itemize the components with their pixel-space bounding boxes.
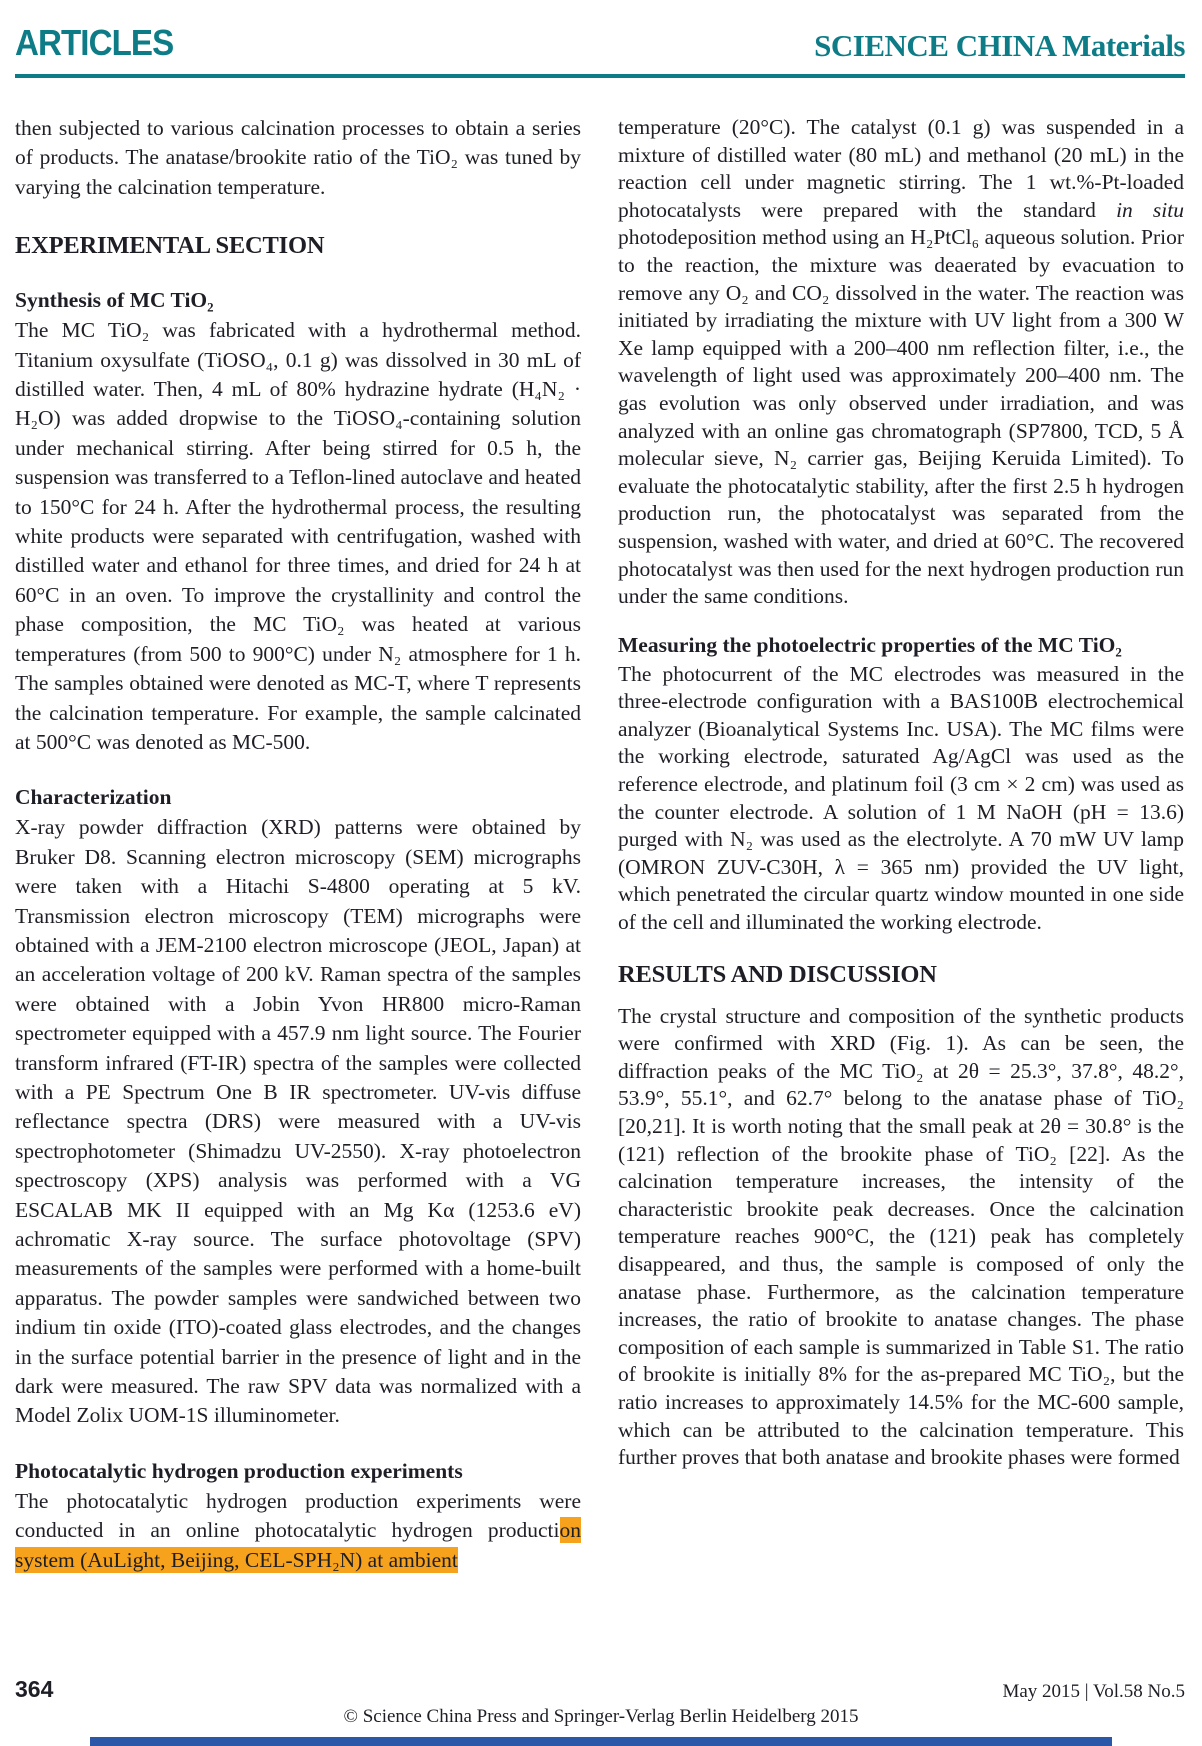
left-column [15,114,581,1575]
measuring-subheading: Measuring the photoelectric properties of the MC TiO₂ [618,632,1122,657]
experimental-section-heading: EXPERIMENTAL SECTION [15,232,325,260]
intro-paragraph: then subjected to various calcination processes to obtain a series of products. The anatase/brookite ratio of the TiO₂ was tuned by varying the calcination temperature. [15,116,581,199]
page-header [15,22,1185,64]
issue-info: May 2015 | Vol.58 No.5 [1002,1681,1185,1702]
header-rule [15,74,1185,78]
results-section-heading: RESULTS AND DISCUSSION [618,960,937,988]
results-paragraph: The crystal structure and composition of the synthetic products were confirmed with XRD (Fig. 1). As can be seen, the diffraction peaks of the MC TiO₂ at 2θ = 25.3°, 37.8°, 48.2°, 53.9°, 55.1°, and 62.7° belong to the anatase phase of TiO₂ [20,21]. It is worth noting that the small peak at 2θ = 30.8° is the (121) reflection of the brookite phase of TiO₂ [22]. As the calcination temperature increases, the intensity of the characteristic brookite peak decreases. Once the calcination temperature reaches 900°C, the (121) peak has completely disappeared, and thus, the sample is composed of only the anatase phase. Furthermore, as the calcination temperature increases, the ratio of brookite to anatase changes. The phase composition of each sample is summarized in Table S1. The ratio of brookite is initially 8% for the as-prepared MC TiO₂, but the ratio increases to approximately 14.5% for the MC-600 sample, which can be attributed to the calcination temperature. This further proves that both anatase and brookite phases were formed [618,1003,1184,1470]
footer [15,1676,1185,1703]
right-column [618,114,1184,1575]
photocatalytic-subheading: Photocatalytic hydrogen production experiments [15,1458,463,1483]
characterization-subheading: Characterization [15,785,172,810]
two-column-body [15,114,1185,1575]
para1-text-a: temperature (20°C). The catalyst (0.1 g) was suspended in a mixture of distilled water (80 mL) and methanol (20 mL) in the reaction cell under magnetic stirring. The 1 wt.%-Pt-loaded photocatalysts were prepared with the standard [618,115,1184,222]
page-number: 364 [15,1676,54,1702]
synthesis-subheading: Synthesis of MC TiO₂ [15,288,214,313]
bottom-blue-bar [90,1737,1112,1746]
journal-title: SCIENCE CHINA Materials [814,28,1185,63]
photocatalytic-text: The photocatalytic hydrogen production experiments were conducted in an online photocatalytic hydrogen producti [15,1488,581,1543]
copyright-line: © Science China Press and Springer-Verlag Berlin Heidelberg 2015 [343,1706,859,1727]
measuring-paragraph: The photocurrent of the MC electrodes was measured in the three-electrode configuration with a BAS100B electrochemical analyzer (Bioanalytical Systems Inc. USA). The MC films were the working electrode, saturated Ag/AgCl was used as the reference electrode, and platinum foil (3 cm × 2 cm) was used as the counter electrode. A solution of 1 M NaOH (pH = 13.6) purged with N₂ was used as the electrolyte. A 70 mW UV lamp (OMRON ZUV-C30H, λ = 365 nm) provided the UV light, which penetrated the circular quartz window mounted in one side of the cell and illuminated the working electrode. [618,661,1184,935]
para1-text-b: photodeposition method using an H₂PtCl₆ aqueous solution. Prior to the reaction, the mixture was deaerated by evacuation to remove any O₂ and CO₂ dissolved in the water. The reaction was initiated by irradiating the mixture with UV light from a 300 W Xe lamp equipped with a 200–400 nm reflection filter, i.e., the wavelength of light used was approximately 200–400 nm. The gas evolution was only observed under irradiation, and was analyzed with an online gas chromatograph (SP7800, TCD, 5 Å molecular sieve, N₂ carrier gas, Beijing Keruida Limited). To evaluate the photocatalytic stability, after the first 2.5 h hydrogen production run, the photocatalyst was separated from the suspension, washed with water, and dried at 60°C. The recovered photocatalyst was then used for the next hydrogen production run under the same conditions. [618,225,1184,609]
characterization-paragraph: X-ray powder diffraction (XRD) patterns were obtained by Bruker D8. Scanning electron microscopy (SEM) micrographs were taken with a Hitachi S-4800 operating at 5 kV. Transmission electron microscopy (TEM) micrographs were obtained with a JEM-2100 electron microscope (JEOL, Japan) at an acceleration voltage of 200 kV. Raman spectra of the samples were obtained with a Jobin Yvon HR800 micro-Raman spectrometer equipped with a 457.9 nm light source. The Fourier transform infrared (FT-IR) spectra of the samples were collected with a PE Spectrum One B IR spectrometer. UV-vis diffuse reflectance spectra (DRS) were measured with a UV-vis spectrophotometer (Shimadzu UV-2550). X-ray photoelectron spectroscopy (XPS) analysis was performed with a VG ESCALAB MK II equipped with an Mg Kα (1253.6 eV) achromatic X-ray source. The surface photovoltage (SPV) measurements of the samples were performed with a home-built apparatus. The powder samples were sandwiched between two indium tin oxide (ITO)-coated glass electrodes, and the changes in the surface potential barrier in the presence of light and in the dark were measured. The raw SPV data was normalized with a Model Zolix UOM-1S illuminometer. [15,815,581,1428]
highlighted-text: on system (AuLight, Beijing, CEL-SPH₂N) at ambient [15,1518,581,1572]
section-banner: ARTICLES [15,22,174,63]
synthesis-paragraph: The MC TiO₂ was fabricated with a hydrothermal method. Titanium oxysulfate (TiOSO₄, 0.1 g) was dissolved in 30 mL of distilled water. Then, 4 mL of 80% hydrazine hydrate (H₄N₂ · H₂O) was added dropwise to the TiOSO₄-containing solution under mechanical stirring. After being stirred for 0.5 h, the suspension was transferred to a Teflon-lined autoclave and heated to 150°C for 24 h. After the hydrothermal process, the resulting white products were separated with centrifugation, washed with distilled water and ethanol for three times, and dried for 24 h at 60°C in an oven. To improve the crystallinity and control the phase composition, the MC TiO₂ was heated at various temperatures (from 500 to 900°C) under N₂ atmosphere for 1 h. The samples obtained were denoted as MC-T, where T represents the calcination temperature. For example, the sample calcinated at 500°C was denoted as MC-500. [15,318,581,754]
hydrogen-production-paragraph [618,114,1184,611]
in-situ-italic: in situ [1116,197,1184,222]
photocatalytic-paragraph [15,1487,581,1575]
